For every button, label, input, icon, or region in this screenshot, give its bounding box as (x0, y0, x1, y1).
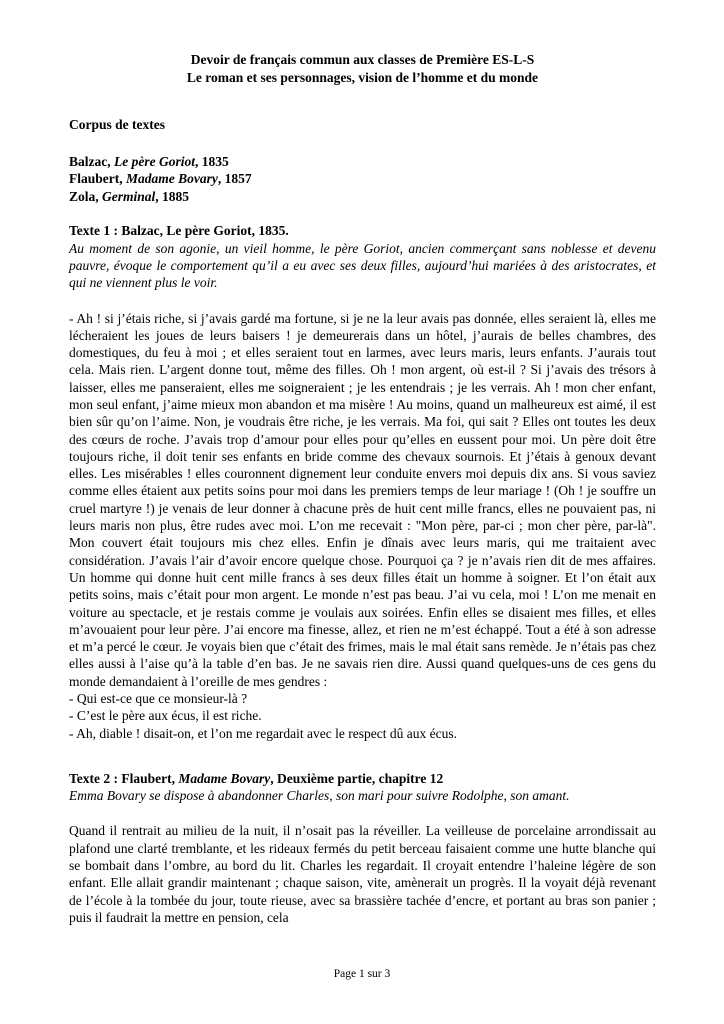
document-title-line-2: Le roman et ses personnages, vision de l’homme et du monde (186, 69, 539, 85)
dialogue-line: - C’est le père aux écus, il est riche. (69, 708, 262, 724)
texte1-heading: Texte 1 : Balzac, Le père Goriot, 1835. (69, 223, 289, 238)
corpus-work (69, 153, 656, 171)
corpus-heading: Corpus de textes (69, 117, 165, 132)
texte2-paragraph: Quand il rentrait au milieu de la nuit, il n’osait pas la réveiller. La veilleuse de porcelaine arrondissait au plafond une clarté tremblante, et les rideaux fermés du petit berceau faisaient comme une hutte blanche qui se bombait dans l’ombre, au bord du lit. Charles les regardait. Il croyait entendre l’haleine légère de son enfant. Elle allait grandir maintenant ; chaque saison, vite, amènerait un progrès. Il la voyait déjà revenant de l’école à la tombée du jour, toute rieuse, avec sa brassière tachée d’encre, et portant au bras son panier ; puis il faudrait la mettre en pension, cela (69, 823, 656, 925)
dialogue-line: - Ah, diable ! disait-on, et l’on me regardait avec le respect dû aux écus. (69, 725, 457, 741)
texte1-intro: Au moment de son agonie, un vieil homme, le père Goriot, ancien commerçant sans noblesse et devenu pauvre, évoque le comportement qu’il a eu avec ses deux filles, aujourd’hui mariées à des aristocrates, et qui ne viennent plus le voir. (69, 240, 656, 290)
work-year: , 1835 (194, 153, 229, 169)
texte2-heading-prefix: Texte 2 : Flaubert, (69, 770, 179, 786)
work-title: Le père Goriot (114, 153, 195, 169)
dialogue-line: - Qui est-ce que ce monsieur-là ? (69, 691, 248, 707)
corpus-work (69, 170, 656, 188)
work-year: , 1857 (217, 171, 252, 186)
texte2-intro: Emma Bovary se dispose à abandonner Charles, son mari pour suivre Rodolphe, son amant. (69, 788, 570, 804)
texte1-paragraph: - Ah ! si j’étais riche, si j’avais gardé ma fortune, si je ne la leur avais pas donnée, elles seraient là, elles me lécheraient les joues de leurs baisers ! je demeurerais dans un hôtel, j’aurais de belles chambres, des domestiques, du feu à moi ; et elles seraient tout en larmes, avec leurs maris, leurs enfants. J’aurais tout cela. Mais rien. L’argent donne tout, même des filles. Oh ! mon argent, où est-il ? Si j’avais des trésors à laisser, elles me panseraient, elles me soigneraient ; je les entendrais ; je les verrais. Ah ! mon cher enfant, mon seul enfant, j’aime mieux mon abandon et ma misère ! Au moins, quand un malheureux est aimé, il est bien sûr qu’on l’aime. Non, je voudrais être riche, je les verrais. Ma foi, qui sait ? Elles ont toutes les deux des cœurs de roche. J’avais trop d’amour pour elles pour qu’elles en eussent pour moi. Un père doit être toujours riche, il doit tenir ses enfants en bride comme des chevaux sournois. Et j’étais à genoux devant elles. Les misérables ! elles couronnent dignement leur conduite envers moi depuis dix ans. Si vous saviez comme elles étaient aux petits soins pour moi dans les premiers temps de leur mariage ! (Oh ! je souffre un cruel martyre !) je venais de leur donner à chacune près de huit cent mille francs, elles ne pouvaient pas, ni leurs maris non plus, être rudes avec moi. L’on me recevait : "Mon père, par-ci ; mon cher père, par-là". Mon couvert était toujours mis chez elles. Enfin je dînais avec leurs maris, qui me traitaient avec considération. J’avais l’air d’avoir encore quelque chose. Pourquoi ça ? je n’avais rien dit de mes affaires. Un homme qui donne huit cent mille francs à ses deux filles était un homme à soigner. Et l’on était aux petits soins, mais c’était pour mon argent. Le monde n’est pas beau. J’ai vu cela, moi ! L’on me menait en voiture au spectacle, et je restais comme je voulais aux soirées. Enfin elles se disaient mes filles, et elles m’avouaient pour leur père. J’ai encore ma finesse, allez, et rien ne m’est échappé. Tout a été à son adresse et m’a percé le cœur. Je voyais bien que c’était des frimes, mais le mal était sans remède. Je n’étais pas chez elles aussi à l’aise qu’à la table d’en bas. Je ne savais rien dire. Aussi quand quelques-uns de ces gens du monde demandaient à l’oreille de mes gendres : (69, 310, 656, 689)
document-title-line-1: Devoir de français commun aux classes de Première ES-L-S (190, 52, 535, 67)
work-title: Madame Bovary (126, 171, 218, 186)
work-author: Balzac, (69, 153, 114, 169)
texte2-heading-suffix: , Deuxième partie, chapitre 12 (270, 770, 444, 786)
work-author: Flaubert, (69, 171, 126, 186)
texte2-heading (69, 770, 656, 788)
texte2-heading-title: Madame Bovary (178, 770, 271, 786)
work-title: Germinal (102, 188, 156, 204)
page-number: Page 1 sur 3 (333, 968, 391, 980)
document-page (69, 51, 656, 926)
work-year: , 1885 (155, 188, 190, 204)
work-author: Zola, (69, 188, 103, 204)
corpus-work (69, 188, 656, 206)
